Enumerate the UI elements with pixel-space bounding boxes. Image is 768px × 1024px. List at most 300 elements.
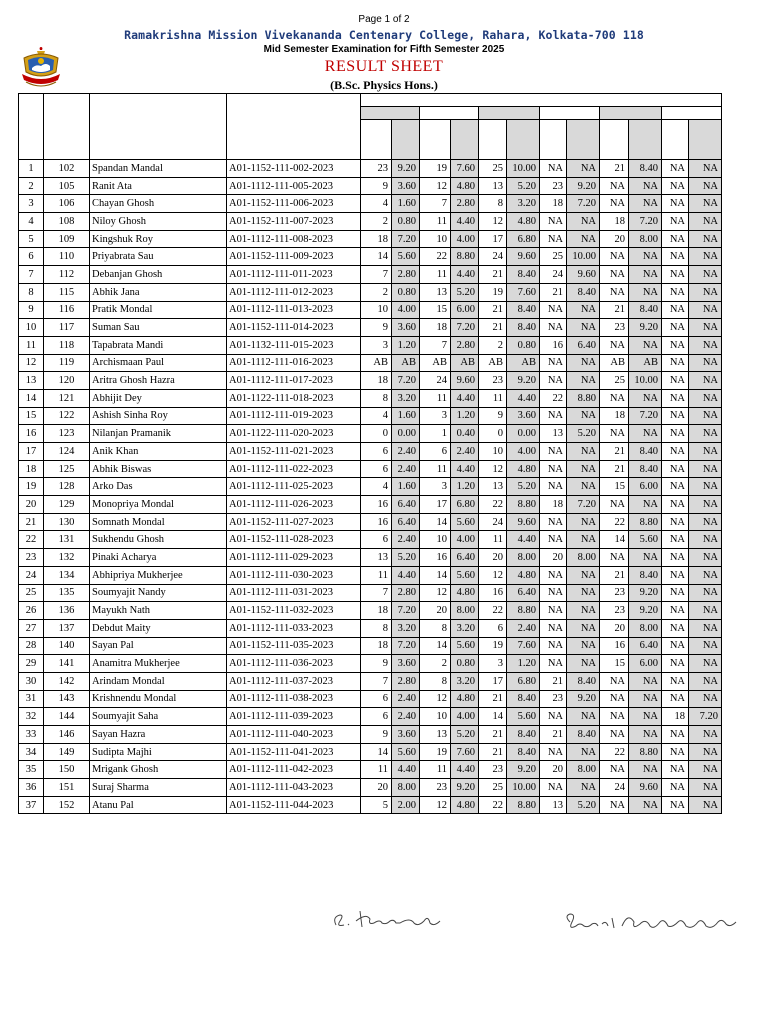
marks-cell: 22: [600, 513, 629, 531]
roll-cell: 134: [44, 566, 90, 584]
serial-cell: 25: [19, 584, 44, 602]
marks-cell: NA: [600, 195, 629, 213]
roll-cell: 110: [44, 248, 90, 266]
marks-cell: NA: [662, 248, 689, 266]
marks-cell: NA: [689, 460, 722, 478]
serial-cell: 15: [19, 407, 44, 425]
roll-cell: 115: [44, 283, 90, 301]
marks-cell: 0: [361, 425, 392, 443]
marks-cell: NA: [662, 531, 689, 549]
marks-cell: 21: [600, 460, 629, 478]
marks-cell: NA: [567, 407, 600, 425]
registration-cell: A01-1112-111-005-2023: [227, 177, 361, 195]
course-title: (B.Sc. Physics Hons.): [330, 78, 438, 92]
marks-cell: NA: [662, 177, 689, 195]
marks-cell: 5.20: [567, 796, 600, 814]
marks-cell: NA: [629, 796, 662, 814]
roll-cell: 146: [44, 726, 90, 744]
marks-cell: 11: [420, 213, 451, 231]
marks-cell: NA: [689, 637, 722, 655]
registration-cell: A01-1112-111-025-2023: [227, 478, 361, 496]
paper-header-5: [600, 107, 662, 120]
marks-cell: NA: [567, 354, 600, 372]
marks-cell: NA: [629, 389, 662, 407]
marks-cell: NA: [662, 443, 689, 461]
table-row: [19, 195, 722, 213]
marks-cell: 6: [479, 619, 507, 637]
marks-cell: NA: [540, 655, 567, 673]
serial-cell: 27: [19, 619, 44, 637]
marks-cell: 5.20: [451, 726, 479, 744]
marks-cell: 12: [420, 177, 451, 195]
marks-cell: 23: [600, 584, 629, 602]
marks-cell: 20: [361, 779, 392, 797]
marks-cell: 7.20: [451, 319, 479, 337]
roll-cell: 129: [44, 496, 90, 514]
signature-left: [330, 905, 460, 935]
marks-cell: 7.20: [689, 708, 722, 726]
marks-cell: 8.00: [629, 230, 662, 248]
marks-cell: 25: [600, 372, 629, 390]
marks-cell: 5.60: [392, 248, 420, 266]
marks-cell: 0.00: [392, 425, 420, 443]
marks-cell: NA: [689, 690, 722, 708]
name-cell: Pinaki Acharya: [90, 549, 227, 567]
marks-cell: 21: [479, 301, 507, 319]
marks-cell: NA: [662, 743, 689, 761]
marks-cell: NA: [689, 195, 722, 213]
marks-cell: NA: [629, 283, 662, 301]
marks-cell: NA: [540, 708, 567, 726]
marks-cell: NA: [567, 319, 600, 337]
table-row: [19, 690, 722, 708]
marks-cell: 9.20: [629, 584, 662, 602]
registration-cell: A01-1112-111-011-2023: [227, 266, 361, 284]
marks-cell: NA: [567, 637, 600, 655]
marks-cell: NA: [662, 354, 689, 372]
registration-cell: A01-1112-111-022-2023: [227, 460, 361, 478]
marks-cell: NA: [689, 496, 722, 514]
name-cell: Krishnendu Mondal: [90, 690, 227, 708]
marks-cell: NA: [540, 619, 567, 637]
table-row: [19, 425, 722, 443]
marks-cell: AB: [361, 354, 392, 372]
marks-cell: 5.20: [507, 177, 540, 195]
marks-cell: 22: [479, 602, 507, 620]
marks-cell: NA: [689, 549, 722, 567]
marks-cell: 6.40: [567, 336, 600, 354]
marks-cell: 21: [540, 672, 567, 690]
marks-cell: 5.60: [392, 743, 420, 761]
registration-cell: A01-1112-111-026-2023: [227, 496, 361, 514]
marks-cell: NA: [629, 726, 662, 744]
marks-cell: 21: [600, 566, 629, 584]
marks-cell: 10.00: [629, 372, 662, 390]
registration-cell: A01-1112-111-037-2023: [227, 672, 361, 690]
marks-cell: NA: [567, 566, 600, 584]
serial-cell: 29: [19, 655, 44, 673]
marks-cell: AB: [629, 354, 662, 372]
table-row: [19, 708, 722, 726]
marks-cell: AB: [600, 354, 629, 372]
table-row: [19, 319, 722, 337]
roll-header: [44, 94, 90, 160]
marks-cell: 9: [361, 655, 392, 673]
table-row: [19, 160, 722, 178]
marks-cell: 8.80: [507, 602, 540, 620]
paper-header-6: [662, 107, 722, 120]
marks-cell: NA: [662, 566, 689, 584]
marks-cell: NA: [689, 336, 722, 354]
sub-header: [629, 120, 662, 160]
table-row: [19, 230, 722, 248]
table-row: [19, 283, 722, 301]
table-row: [19, 248, 722, 266]
marks-cell: 23: [479, 761, 507, 779]
serial-cell: 20: [19, 496, 44, 514]
table-row: [19, 672, 722, 690]
marks-cell: 2.40: [392, 690, 420, 708]
sub-header: [361, 120, 392, 160]
roll-cell: 106: [44, 195, 90, 213]
marks-cell: 7.60: [451, 160, 479, 178]
marks-cell: 13: [420, 726, 451, 744]
marks-cell: 12: [420, 690, 451, 708]
marks-cell: NA: [540, 513, 567, 531]
serial-cell: 11: [19, 336, 44, 354]
marks-cell: 6: [361, 708, 392, 726]
marks-cell: NA: [689, 566, 722, 584]
marks-cell: NA: [540, 213, 567, 231]
marks-cell: NA: [689, 779, 722, 797]
marks-cell: NA: [540, 160, 567, 178]
marks-cell: 9.20: [507, 372, 540, 390]
marks-cell: 7: [361, 266, 392, 284]
marks-cell: 1.20: [392, 336, 420, 354]
marks-cell: NA: [689, 319, 722, 337]
serial-cell: 26: [19, 602, 44, 620]
marks-cell: 4.80: [507, 566, 540, 584]
marks-cell: 4: [361, 478, 392, 496]
marks-header: [361, 94, 722, 107]
marks-cell: 2.40: [392, 443, 420, 461]
serial-cell: 24: [19, 566, 44, 584]
marks-cell: 3: [420, 407, 451, 425]
marks-cell: NA: [689, 531, 722, 549]
marks-cell: 19: [420, 160, 451, 178]
registration-cell: A01-1112-111-042-2023: [227, 761, 361, 779]
marks-cell: 9.20: [567, 690, 600, 708]
marks-cell: 4.00: [451, 531, 479, 549]
marks-cell: 8.80: [629, 743, 662, 761]
marks-cell: NA: [662, 726, 689, 744]
name-cell: Anik Khan: [90, 443, 227, 461]
marks-cell: 8.40: [629, 443, 662, 461]
marks-cell: 5.20: [567, 425, 600, 443]
paper-header-3: [479, 107, 540, 120]
marks-cell: 6.40: [392, 496, 420, 514]
marks-cell: 5.60: [451, 513, 479, 531]
serial-cell: 18: [19, 460, 44, 478]
marks-cell: 24: [479, 513, 507, 531]
marks-cell: 8.40: [629, 160, 662, 178]
marks-cell: NA: [662, 336, 689, 354]
marks-cell: 18: [662, 708, 689, 726]
marks-cell: 2: [361, 283, 392, 301]
name-cell: Debanjan Ghosh: [90, 266, 227, 284]
marks-cell: NA: [600, 177, 629, 195]
sub-header: [662, 120, 689, 160]
marks-cell: 8.80: [629, 513, 662, 531]
registration-cell: A01-1152-111-007-2023: [227, 213, 361, 231]
marks-cell: 14: [479, 708, 507, 726]
marks-cell: NA: [689, 389, 722, 407]
marks-cell: NA: [689, 425, 722, 443]
marks-cell: NA: [662, 319, 689, 337]
marks-cell: 1.20: [507, 655, 540, 673]
marks-cell: NA: [689, 584, 722, 602]
serial-cell: 10: [19, 319, 44, 337]
registration-cell: A01-1112-111-033-2023: [227, 619, 361, 637]
marks-cell: NA: [662, 549, 689, 567]
serial-cell: 33: [19, 726, 44, 744]
roll-cell: 151: [44, 779, 90, 797]
marks-cell: NA: [662, 584, 689, 602]
marks-cell: NA: [540, 584, 567, 602]
marks-cell: NA: [567, 602, 600, 620]
marks-cell: 8.40: [567, 283, 600, 301]
serial-cell: 5: [19, 230, 44, 248]
roll-cell: 108: [44, 213, 90, 231]
marks-cell: 20: [600, 619, 629, 637]
marks-cell: 4.00: [451, 708, 479, 726]
marks-cell: 4.40: [392, 566, 420, 584]
marks-cell: 8: [361, 389, 392, 407]
marks-cell: NA: [662, 690, 689, 708]
registration-cell: A01-1152-111-032-2023: [227, 602, 361, 620]
marks-cell: 6.40: [392, 513, 420, 531]
marks-cell: 13: [540, 796, 567, 814]
marks-cell: 21: [479, 266, 507, 284]
marks-cell: 12: [420, 584, 451, 602]
marks-cell: NA: [689, 761, 722, 779]
name-cell: Sayan Hazra: [90, 726, 227, 744]
marks-cell: NA: [662, 283, 689, 301]
marks-cell: 5.20: [507, 478, 540, 496]
marks-cell: 9.20: [507, 761, 540, 779]
serial-cell: 1: [19, 160, 44, 178]
serial-cell: 23: [19, 549, 44, 567]
registration-cell: A01-1112-111-036-2023: [227, 655, 361, 673]
marks-cell: 7.60: [507, 283, 540, 301]
roll-cell: 119: [44, 354, 90, 372]
marks-cell: 4.00: [392, 301, 420, 319]
marks-cell: NA: [600, 726, 629, 744]
marks-cell: 16: [361, 496, 392, 514]
marks-cell: 8.40: [507, 319, 540, 337]
marks-cell: 22: [540, 389, 567, 407]
table-row: [19, 531, 722, 549]
name-cell: Ashish Sinha Roy: [90, 407, 227, 425]
marks-cell: 7: [361, 672, 392, 690]
marks-cell: 9.60: [567, 266, 600, 284]
marks-cell: NA: [540, 372, 567, 390]
marks-cell: 21: [479, 743, 507, 761]
marks-cell: 10: [420, 230, 451, 248]
paper-header-4: [540, 107, 600, 120]
name-cell: Abhik Biswas: [90, 460, 227, 478]
marks-cell: 2.40: [451, 443, 479, 461]
marks-cell: NA: [662, 602, 689, 620]
registration-cell: A01-1152-111-002-2023: [227, 160, 361, 178]
marks-cell: 18: [600, 407, 629, 425]
marks-cell: NA: [662, 407, 689, 425]
marks-cell: 5.60: [629, 531, 662, 549]
serial-cell: 30: [19, 672, 44, 690]
marks-cell: NA: [600, 496, 629, 514]
marks-cell: NA: [689, 443, 722, 461]
registration-cell: A01-1112-111-017-2023: [227, 372, 361, 390]
table-row: [19, 443, 722, 461]
marks-cell: NA: [540, 602, 567, 620]
marks-cell: 16: [361, 513, 392, 531]
roll-cell: 116: [44, 301, 90, 319]
marks-cell: NA: [600, 389, 629, 407]
roll-cell: 150: [44, 761, 90, 779]
marks-cell: 10.00: [567, 248, 600, 266]
marks-cell: 21: [479, 690, 507, 708]
marks-cell: 7.20: [392, 372, 420, 390]
marks-cell: 23: [600, 319, 629, 337]
marks-cell: 11: [361, 566, 392, 584]
marks-cell: 0.40: [451, 425, 479, 443]
marks-cell: 0.80: [451, 655, 479, 673]
marks-cell: 8.40: [629, 566, 662, 584]
marks-cell: 11: [420, 389, 451, 407]
registration-cell: A01-1152-111-035-2023: [227, 637, 361, 655]
marks-cell: NA: [567, 301, 600, 319]
marks-cell: 9.60: [629, 779, 662, 797]
marks-cell: 11: [420, 266, 451, 284]
serial-cell: 12: [19, 354, 44, 372]
marks-cell: 8.00: [451, 602, 479, 620]
marks-cell: 9.60: [507, 248, 540, 266]
marks-cell: NA: [689, 655, 722, 673]
marks-cell: 9: [361, 319, 392, 337]
name-cell: Niloy Ghosh: [90, 213, 227, 231]
serial-cell: 34: [19, 743, 44, 761]
marks-cell: NA: [689, 301, 722, 319]
marks-cell: NA: [689, 672, 722, 690]
table-row: [19, 549, 722, 567]
marks-cell: NA: [600, 761, 629, 779]
name-cell: Mrigank Ghosh: [90, 761, 227, 779]
marks-cell: NA: [567, 708, 600, 726]
registration-cell: A01-1112-111-016-2023: [227, 354, 361, 372]
registration-cell: A01-1112-111-029-2023: [227, 549, 361, 567]
marks-cell: 14: [420, 566, 451, 584]
marks-cell: 16: [420, 549, 451, 567]
marks-cell: 3.60: [392, 655, 420, 673]
marks-cell: 12: [479, 213, 507, 231]
marks-cell: 4.40: [451, 266, 479, 284]
table-row: [19, 779, 722, 797]
marks-cell: NA: [662, 513, 689, 531]
marks-cell: 20: [420, 602, 451, 620]
result-table: [18, 93, 722, 814]
marks-cell: 19: [479, 283, 507, 301]
marks-cell: NA: [540, 460, 567, 478]
marks-cell: 4.40: [507, 389, 540, 407]
marks-cell: NA: [662, 761, 689, 779]
marks-cell: 8.00: [507, 549, 540, 567]
marks-cell: 3.20: [507, 195, 540, 213]
registration-cell: A01-1152-111-044-2023: [227, 796, 361, 814]
marks-cell: 25: [479, 160, 507, 178]
marks-cell: NA: [540, 531, 567, 549]
marks-cell: 23: [540, 177, 567, 195]
marks-cell: 21: [540, 726, 567, 744]
marks-cell: NA: [689, 266, 722, 284]
marks-cell: NA: [600, 425, 629, 443]
marks-cell: 8.40: [507, 301, 540, 319]
marks-cell: NA: [689, 743, 722, 761]
name-cell: Mayukh Nath: [90, 602, 227, 620]
marks-cell: NA: [567, 513, 600, 531]
registration-cell: A01-1112-111-013-2023: [227, 301, 361, 319]
roll-cell: 124: [44, 443, 90, 461]
marks-cell: 7.20: [567, 496, 600, 514]
marks-cell: NA: [629, 266, 662, 284]
marks-cell: NA: [567, 619, 600, 637]
marks-cell: 12: [420, 796, 451, 814]
registration-cell: A01-1112-111-012-2023: [227, 283, 361, 301]
marks-cell: NA: [662, 637, 689, 655]
name-cell: Soumyajit Nandy: [90, 584, 227, 602]
marks-cell: 20: [479, 549, 507, 567]
name-cell: Suraj Sharma: [90, 779, 227, 797]
marks-cell: 8.00: [567, 549, 600, 567]
marks-cell: 3: [420, 478, 451, 496]
marks-cell: NA: [689, 726, 722, 744]
marks-cell: NA: [689, 372, 722, 390]
table-row: [19, 743, 722, 761]
marks-cell: 7.20: [629, 407, 662, 425]
marks-cell: 10.00: [507, 779, 540, 797]
marks-cell: 6.40: [629, 637, 662, 655]
marks-cell: NA: [600, 283, 629, 301]
registration-cell: A01-1112-111-030-2023: [227, 566, 361, 584]
name-cell: Sayan Pal: [90, 637, 227, 655]
serial-cell: 28: [19, 637, 44, 655]
marks-cell: 12: [479, 460, 507, 478]
sub-header: [600, 120, 629, 160]
marks-cell: NA: [600, 336, 629, 354]
marks-cell: 15: [420, 301, 451, 319]
marks-cell: 22: [600, 743, 629, 761]
marks-cell: 18: [361, 230, 392, 248]
marks-cell: 9.20: [567, 177, 600, 195]
marks-cell: 6.00: [451, 301, 479, 319]
marks-cell: 14: [420, 513, 451, 531]
marks-cell: NA: [567, 230, 600, 248]
roll-cell: 102: [44, 160, 90, 178]
marks-cell: 7.20: [392, 602, 420, 620]
marks-cell: 8.40: [507, 726, 540, 744]
marks-cell: NA: [629, 336, 662, 354]
name-cell: Archismaan Paul: [90, 354, 227, 372]
marks-cell: NA: [662, 655, 689, 673]
